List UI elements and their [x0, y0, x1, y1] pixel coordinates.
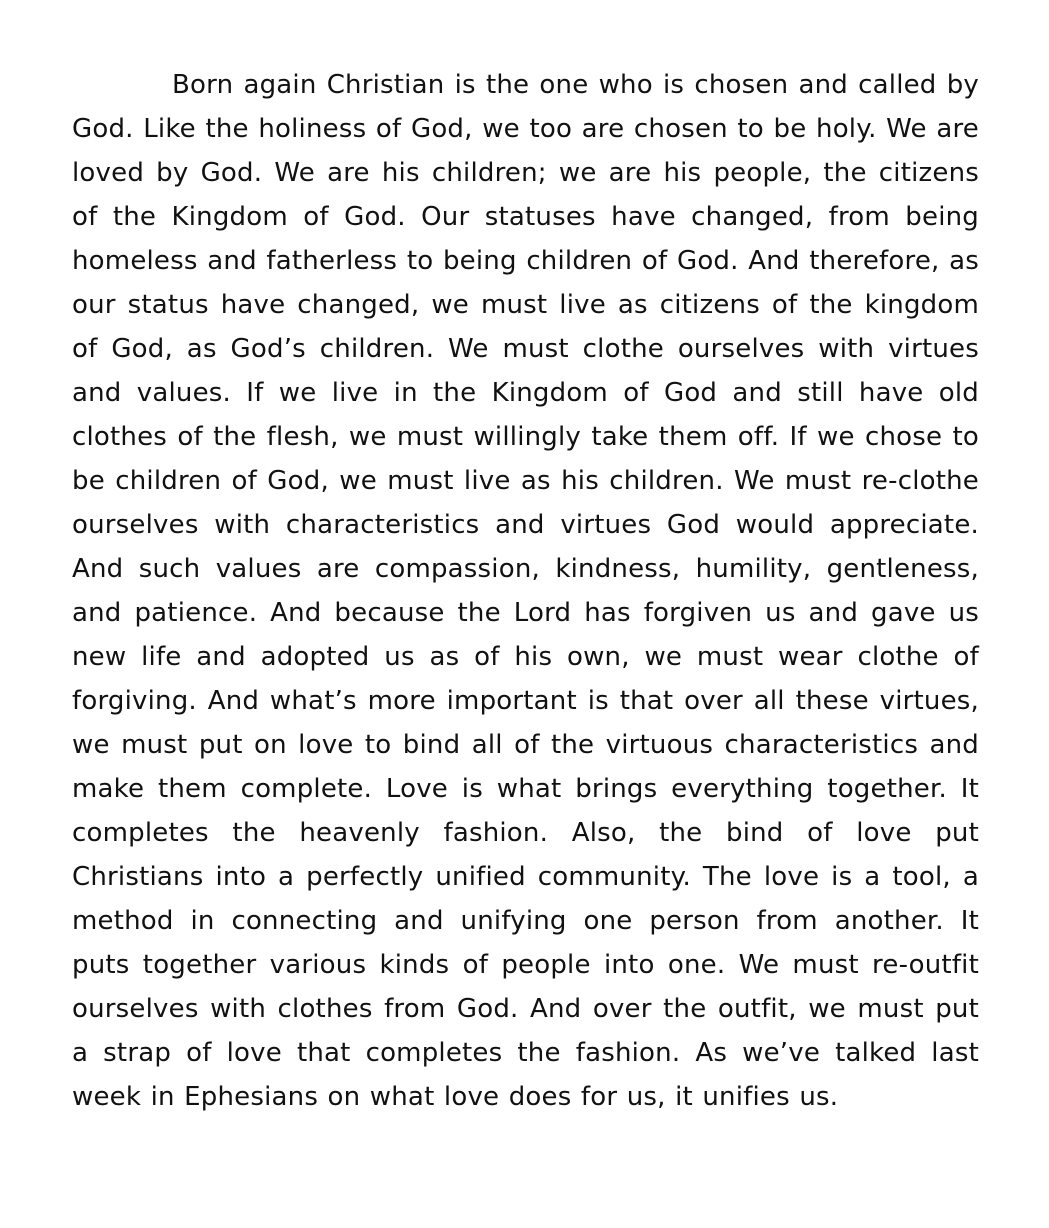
- body-paragraph: Born again Christian is the one who is chosen and called by God. Like the holiness of God, we too are chosen to be holy. We are loved by God. We are his children; we are his people, the citizens of the Kingdom of God. Our statuses have changed, from being homeless and fatherless to being children of God. And therefore, as our status have changed, we must live as citizens of the kingdom of God, as God’s children. We must clothe ourselves with virtues and values. If we live in the Kingdom of God and still have old clothes of the flesh, we must willingly take them off. If we chose to be children of God, we must live as his children. We must re-clothe ourselves with characteristics and virtues God would appreciate. And such values are compassion, kindness, humility, gentleness, and patience. And because the Lord has forgiven us and gave us new life and adopted us as of his own, we must wear clothe of forgiving. And what’s more important is that over all these virtues, we must put on love to bind all of the virtuous characteristics and make them complete. Love is what brings everything together. It completes the heavenly fashion. Also, the bind of love put Christians into a perfectly unified community. The love is a tool, a method in connecting and unifying one person from another. It puts together various kinds of people into one. We must re-outfit ourselves with clothes from God. And over the outfit, we must put a strap of love that completes the fashion. As we’ve talked last week in Ephesians on what love does for us, it unifies us.: [72, 70, 979, 1112]
